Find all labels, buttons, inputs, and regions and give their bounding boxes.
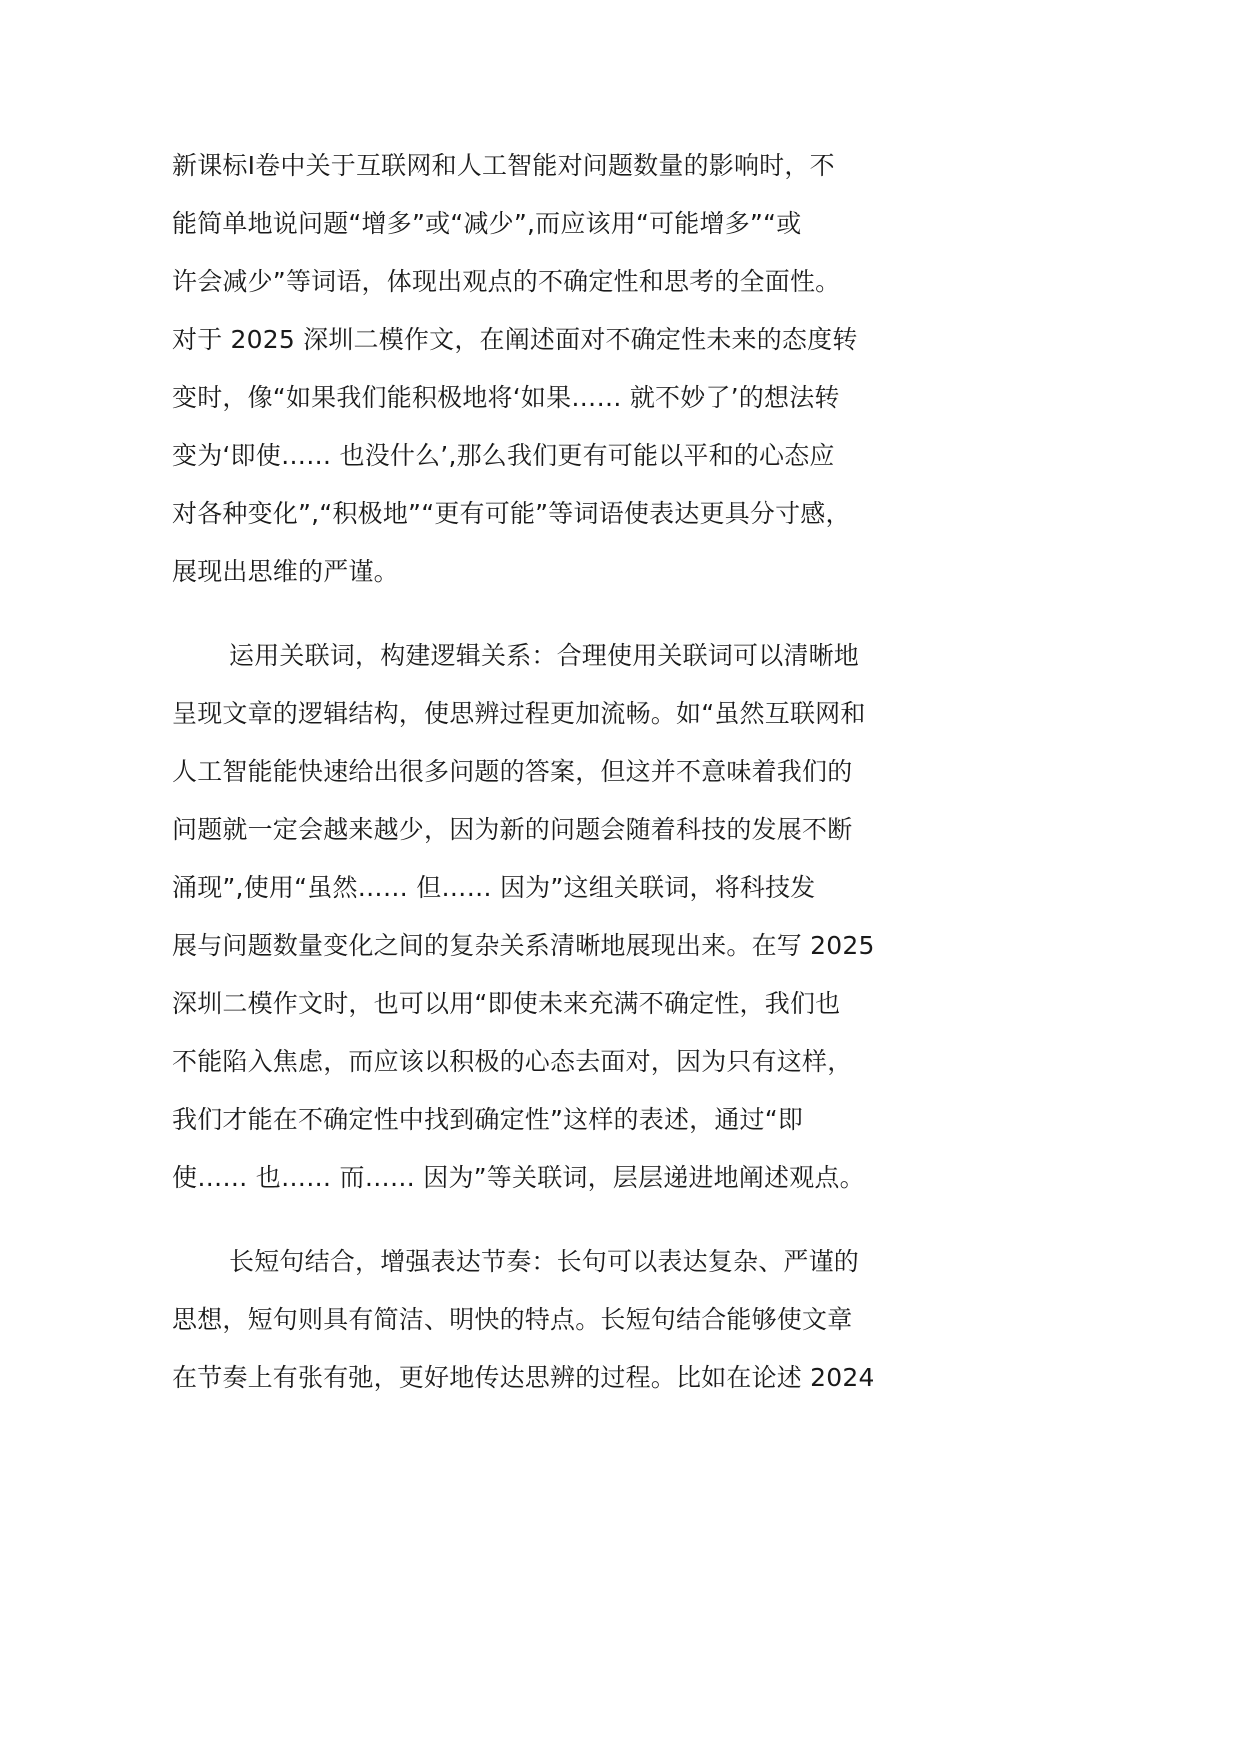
text-line: 在节奏上有张有弛，更好地传达思辨的过程。比如在论述 2024 xyxy=(172,1363,875,1392)
text-line: 我们才能在不确定性中找到确定性”这样的表述，通过“即 xyxy=(172,1105,804,1134)
text-line: 对于 2025 深圳二模作文，在阐述面对不确定性未来的态度转 xyxy=(172,325,858,354)
text-line: 许会减少”等词语，体现出观点的不确定性和思考的全面性。 xyxy=(172,267,841,296)
text-line: 变时，像“如果我们能积极地将‘如果…… 就不妙了’的想法转 xyxy=(172,383,840,412)
text-line: 思想，短句则具有简洁、明快的特点。长短句结合能够使文章 xyxy=(172,1305,853,1334)
text-line: 展现出思维的严谨。 xyxy=(172,557,399,586)
text-line: 涌现”,使用“虽然…… 但…… 因为”这组关联词，将科技发 xyxy=(172,873,816,902)
text-line: 问题就一定会越来越少，因为新的问题会随着科技的发展不断 xyxy=(172,815,853,844)
text-line: 使…… 也…… 而…… 因为”等关联词，层层递进地阐述观点。 xyxy=(172,1163,865,1192)
text-line: 人工智能能快速给出很多问题的答案，但这并不意味着我们的 xyxy=(172,757,853,786)
text-line: 呈现文章的逻辑结构，使思辨过程更加流畅。如“虽然互联网和 xyxy=(172,699,866,728)
text-line: 深圳二模作文时，也可以用“即使未来充满不确定性，我们也 xyxy=(172,989,841,1018)
text-line: 运用关联词，构建逻辑关系：合理使用关联词可以清晰地 xyxy=(229,641,860,670)
text-line: 新课标Ⅰ卷中关于互联网和人工智能对问题数量的影响时，不 xyxy=(172,151,835,180)
text-line: 变为‘即使…… 也没什么’,那么我们更有可能以平和的心态应 xyxy=(172,441,835,470)
text-line: 对各种变化”,“积极地”“更有可能”等词语使表达更具分寸感， xyxy=(172,499,851,528)
text-line: 不能陷入焦虑，而应该以积极的心态去面对，因为只有这样， xyxy=(172,1047,853,1076)
text-line: 展与问题数量变化之间的复杂关系清晰地展现出来。在写 2025 xyxy=(172,931,875,960)
text-line: 能简单地说问题“增多”或“减少”,而应该用“可能增多”“或 xyxy=(172,209,802,238)
text-line: 长短句结合，增强表达节奏：长句可以表达复杂、严谨的 xyxy=(229,1247,860,1276)
